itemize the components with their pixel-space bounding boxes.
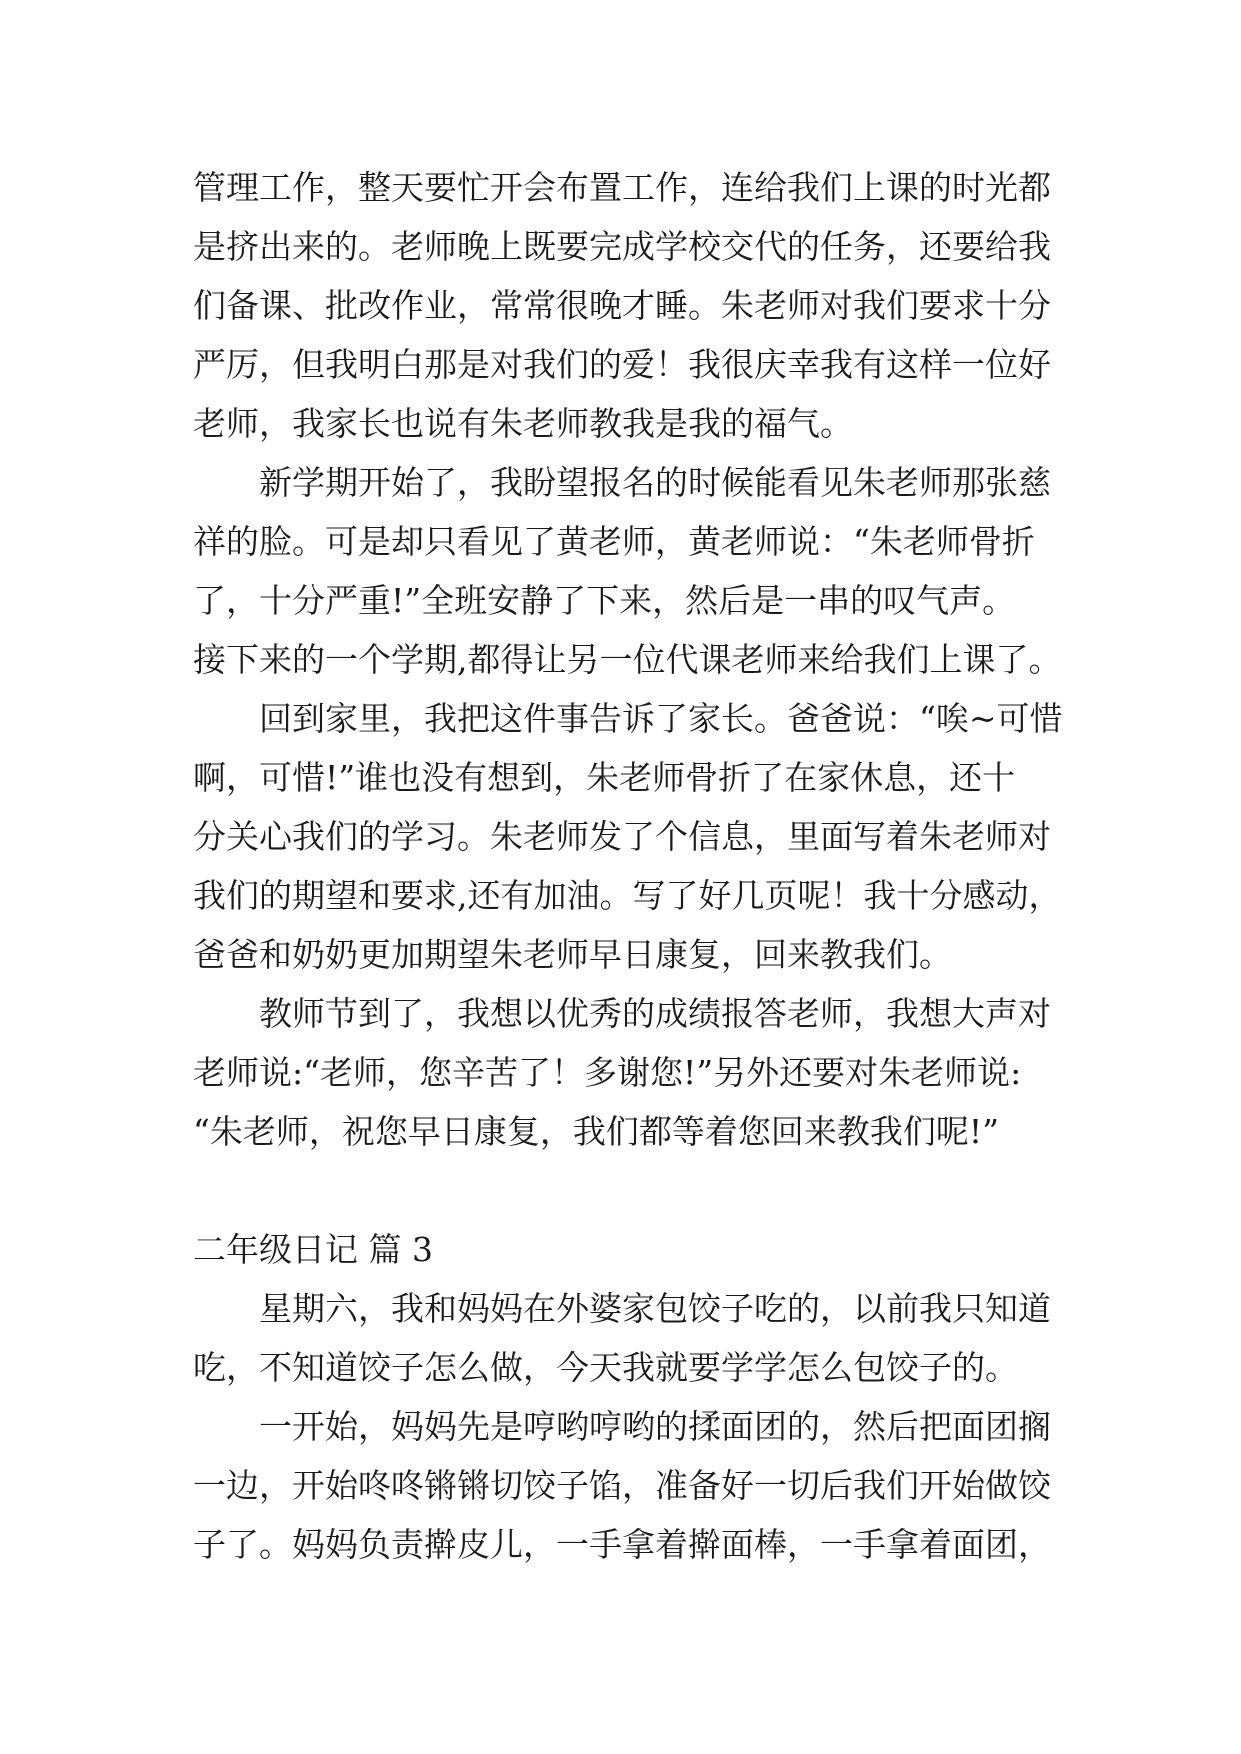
text-line: 新学期开始了，我盼望报名的时候能看见朱老师那张慈 (259, 463, 1051, 502)
document-body (193, 158, 1063, 1574)
paragraph-dumplings-intro (193, 1279, 1063, 1397)
blank-line (193, 1161, 1063, 1220)
text-line: 子了。妈妈负责擀皮儿，一手拿着擀面棒，一手拿着面团， (193, 1525, 1051, 1564)
text-line: 祥的脸。可是却只看见了黄老师，黄老师说：“朱老师骨折 (193, 522, 1035, 561)
text-line: 一开始，妈妈先是哼哟哼哟的揉面团的，然后把面团搁 (259, 1407, 1051, 1446)
paragraph-teacher-work (193, 158, 1063, 453)
text-line: “朱老师，祝您早日康复，我们都等着您回来教我们呢!” (193, 1112, 1000, 1151)
text-line: 星期六，我和妈妈在外婆家包饺子吃的，以前我只知道 (259, 1289, 1051, 1328)
text-line: 我们的期望和要求,还有加油。写了好几页呢！我十分感动， (193, 876, 1062, 915)
paragraph-new-semester (193, 453, 1063, 689)
paragraph-home (193, 689, 1063, 984)
text-line: 啊，可惜!”谁也没有想到，朱老师骨折了在家休息，还十 (193, 758, 1016, 797)
paragraph-teachers-day (193, 984, 1063, 1161)
text-line: 老师，我家长也说有朱老师教我是我的福气。 (193, 404, 853, 443)
paragraph-dumplings-making (193, 1397, 1063, 1574)
text-line: 爸爸和奶奶更加期望朱老师早日康复，回来教我们。 (193, 935, 952, 974)
text-line: 教师节到了，我想以优秀的成绩报答老师，我想大声对 (259, 994, 1051, 1033)
text-line: 吃，不知道饺子怎么做，今天我就要学学怎么包饺子的。 (193, 1348, 1018, 1387)
text-line: 管理工作，整天要忙开会布置工作，连给我们上课的时光都 (193, 168, 1051, 207)
text-line: 回到家里，我把这件事告诉了家长。爸爸说：“唉~可惜 (259, 699, 1063, 738)
text-line: 分关心我们的学习。朱老师发了个信息，里面写着朱老师对 (193, 817, 1051, 856)
text-line: 严厉，但我明白那是对我们的爱！我很庆幸我有这样一位好 (193, 345, 1051, 384)
text-line: 是挤出来的。老师晚上既要完成学校交代的任务，还要给我 (193, 227, 1051, 266)
text-line: 接下来的一个学期,都得让另一位代课老师来给我们上课了。 (193, 640, 1062, 679)
section-heading: 二年级日记 篇 3 (193, 1230, 433, 1269)
text-line: 老师说:“老师，您辛苦了！多谢您!”另外还要对朱老师说: (193, 1053, 1022, 1092)
text-line: 一边，开始咚咚锵锵切饺子馅，准备好一切后我们开始做饺 (193, 1466, 1051, 1505)
text-line: 了，十分严重!”全班安静了下来，然后是一串的叹气声。 (193, 581, 1016, 620)
text-line: 们备课、批改作业，常常很晚才睡。朱老师对我们要求十分 (193, 286, 1051, 325)
